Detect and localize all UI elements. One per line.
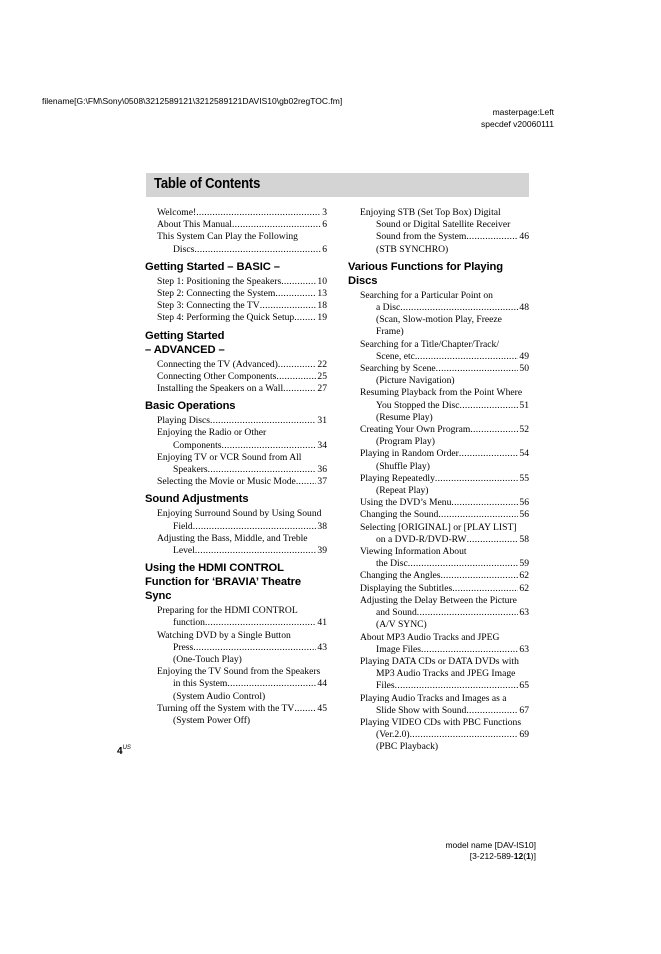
toc-entry[interactable] [157,605,327,629]
section-heading-line: Sound Adjustments [145,493,249,506]
toc-entry[interactable] [157,219,327,231]
toc-page-number: 63 [519,607,529,619]
dot-leader [459,448,519,460]
toc-entry-line [360,302,529,314]
dot-leader [194,244,321,256]
toc-page-number: 69 [519,729,529,741]
masterpage-label: masterpage:Left [492,107,554,117]
toc-entry-line [157,440,327,452]
toc-entry-text: Step 3: Connecting the TV [157,300,260,312]
toc-entry-text: Adjusting the Bass, Middle, and Treble [157,532,308,544]
toc-entry-line [157,244,327,256]
section-heading [348,260,529,288]
toc-entry-text: (Ver.2.0) [376,729,410,741]
toc-entry-line [360,680,529,692]
section-heading-line: – ADVANCED – [145,343,225,356]
dot-leader [283,383,316,395]
section-heading [145,329,327,357]
toc-entry-text: You Stopped the Disc [376,399,460,411]
toc-entry-line [157,464,327,476]
toc-entry-text: Using the DVD’s Menu [360,497,452,509]
toc-entry-text: Changing the Sound [360,509,439,521]
toc-entry-text: MP3 Audio Tracks and JPEG Image [376,668,516,680]
toc-entry-note: (Resume Play) [376,411,433,423]
toc-entry-note: (Program Play) [376,436,435,448]
section-heading [145,399,327,413]
toc-page-number: 39 [317,545,327,557]
dot-leader [466,705,518,717]
toc-page-number: 27 [317,383,327,395]
toc-entry-text: Installing the Speakers on a Wall [157,383,284,395]
toc-page-number: 6 [322,219,327,231]
toc-entry-text: Playing DATA CDs or DATA DVDs with [360,655,519,667]
toc-entry-line [157,312,327,324]
dot-leader [222,440,317,452]
toc-entry-text: the Disc [376,558,408,570]
page-number [117,746,131,757]
toc-entry-text: in this System [173,678,228,690]
toc-entry-text: Playing Discs [157,415,211,427]
toc-entry-text: Changing the Angles [360,570,441,582]
toc-page-number: 46 [519,231,529,243]
toc-entry-line [157,678,327,690]
dot-leader [410,729,519,741]
toc-entry-text: Playing in Random Order [360,448,459,460]
toc-entry-line [360,583,529,595]
toc-page-number: 50 [519,363,529,375]
toc-entry[interactable] [157,427,327,451]
toc-page-number: 65 [519,680,529,692]
toc-entry-text: Selecting [ORIGINAL] or [PLAY LIST] [360,521,517,533]
toc-entry-note: Frame) [376,326,404,338]
toc-entry[interactable] [157,359,327,371]
dot-leader [205,617,316,629]
section-heading-line: Basic Operations [145,400,236,413]
dot-leader [408,558,519,570]
dot-leader [276,371,316,383]
toc-page-number: 52 [519,424,529,436]
dot-leader [460,400,519,412]
toc-entry[interactable] [360,570,529,582]
toc-entry-line [157,371,327,383]
toc-page-number: 63 [519,643,529,655]
toc-entry[interactable] [360,717,529,754]
dot-leader [436,363,519,375]
toc-entry[interactable] [360,656,529,693]
section-heading-line: Getting Started – BASIC – [145,260,280,273]
toc-entry-text: Files [376,680,395,692]
dot-leader [278,359,317,371]
toc-entry-text: Turning off the System with the TV [157,702,295,714]
toc-left-column [145,207,327,727]
dot-leader [294,703,316,715]
toc-entry-text: Field [173,520,193,532]
toc-entry[interactable] [157,666,327,703]
part-number: [3-212-589-12(1)] [469,851,536,861]
toc-entry-line [360,729,529,741]
toc-entry[interactable] [360,546,529,570]
dot-leader [195,545,317,557]
toc-page-number: 25 [317,370,327,382]
toc-entry-text: About This Manual [157,219,232,231]
dot-leader [467,534,519,546]
toc-entry[interactable] [360,509,529,521]
dot-leader [193,642,316,654]
dot-leader [435,473,519,485]
section-heading [145,561,327,603]
toc-entry-line [157,288,327,300]
toc-entry-text: Step 2: Connecting the System [157,288,276,300]
toc-entry[interactable] [157,630,327,667]
dot-leader [196,207,321,219]
toc-entry-line [360,497,529,509]
toc-entry-text: a Disc [376,302,401,314]
toc-entry-text: Press [173,641,194,653]
toc-entry-text: Image Files [376,643,422,655]
toc-entry-line [157,703,327,715]
toc-entry-line [360,473,529,485]
toc-page-number: 48 [519,302,529,314]
toc-entry[interactable] [360,424,529,448]
toc-entry-text: Playing Audio Tracks and Images as a [360,692,507,704]
toc-page-number: 62 [519,570,529,582]
toc-entry[interactable] [360,363,529,387]
toc-entry-text: function [173,617,205,629]
dot-leader [466,231,518,243]
model-info [445,840,536,862]
toc-page-number: 44 [317,678,327,690]
toc-entry-text: Slide Show with Sound [376,704,467,716]
toc-entry-line [360,351,529,363]
toc-entry[interactable] [360,522,529,546]
toc-entry-text: on a DVD-R/DVD-RW [376,533,467,545]
toc-entry-line [157,207,327,219]
page-number-suffix: US [122,745,131,751]
toc-entry-line [360,231,529,243]
toc-entry-line [157,383,327,395]
toc-title-bar [146,173,529,197]
toc-page-number: 34 [317,439,327,451]
toc-entry-text: Playing Repeatedly [360,472,435,484]
toc-entry-line [157,545,327,557]
dot-leader [395,680,519,692]
toc-entry-text: Scene, etc. [376,350,418,362]
toc-entry-text: Watching DVD by a Single Button [157,629,291,641]
toc-entry-line [360,363,529,375]
toc-entry-line [360,570,529,582]
toc-entry-text: Viewing Information About [360,546,467,558]
toc-entry-text: Enjoying the TV Sound from the Speakers [157,666,321,678]
toc-page-number: 38 [317,520,327,532]
toc-entry-text: Searching by Scene [360,363,436,375]
dot-leader [452,583,518,595]
toc-entry-line [157,617,327,629]
dot-leader [260,300,317,312]
dot-leader [227,678,316,690]
toc-entry-note: (Repeat Play) [376,485,429,497]
toc-entry-note: (Shuffle Play) [376,460,430,472]
toc-page-number: 67 [519,704,529,716]
toc-entry-line [360,607,529,619]
toc-entry[interactable] [360,583,529,595]
toc-entry-note: (System Audio Control) [173,690,266,702]
toc-page-number: 18 [317,300,327,312]
toc-entry-line [360,534,529,546]
toc-entry[interactable] [157,276,327,288]
toc-page-number: 13 [317,288,327,300]
toc-page-number: 41 [317,617,327,629]
toc-entry-text: Displaying the Subtitles [360,582,453,594]
toc-entry[interactable] [360,387,529,424]
filename-label: filename[G:\FM\Sony\0508\3212589121\3212589121DAVIS10\gb02regTOC.fm] [42,96,343,106]
toc-entry-text: Creating Your Own Program [360,424,471,436]
toc-page-number: 22 [317,358,327,370]
toc-page-number: 58 [519,533,529,545]
toc-entry[interactable] [360,339,529,363]
toc-entry-text: Connecting the TV (Advanced) [157,358,278,370]
section-heading-line: Using the HDMI CONTROL [145,562,284,575]
toc-entry-line [360,558,529,570]
section-heading-line: Sync [145,590,172,603]
toc-entry[interactable] [360,207,529,256]
toc-page-number: 36 [317,464,327,476]
toc-page-number: 54 [519,448,529,460]
toc-entry[interactable] [360,497,529,509]
dot-leader [417,607,519,619]
toc-entry-line [157,642,327,654]
toc-entry-line [157,521,327,533]
toc-entry[interactable] [157,452,327,476]
toc-entry-text: Step 1: Positioning the Speakers [157,275,282,287]
dot-leader [421,644,518,656]
dot-leader [451,497,518,509]
dot-leader [440,570,518,582]
toc-entry[interactable] [157,207,327,219]
toc-entry[interactable] [360,595,529,632]
toc-page-number: 31 [317,415,327,427]
toc-entry-text: Connecting Other Components [157,370,277,382]
toc-entry[interactable] [157,231,327,255]
toc-entry[interactable] [360,448,529,472]
toc-entry[interactable] [157,371,327,383]
toc-right-column [348,207,529,754]
toc-entry-text: Speakers [173,464,208,476]
dot-leader [417,351,518,363]
toc-entry-note: (System Power Off) [173,715,251,727]
page-number-value: 4 [117,746,123,757]
toc-page-number: 56 [519,497,529,509]
toc-entry[interactable] [360,290,529,339]
toc-entry-text: Adjusting the Delay Between the Picture [360,594,517,606]
toc-entry[interactable] [157,533,327,557]
page-title: Table of Contents [154,176,261,192]
toc-entry-line [157,300,327,312]
toc-page-number: 45 [317,702,327,714]
model-name: model name [DAV-IS10] [445,840,536,850]
toc-entry-text: Selecting the Movie or Music Mode [157,476,296,488]
section-heading-line: Discs [348,274,378,287]
toc-page-number: 10 [317,275,327,287]
toc-page-number: 56 [519,509,529,521]
toc-entry-note: (One-Touch Play) [173,654,242,666]
section-heading-line: Getting Started [145,329,225,342]
toc-entry[interactable] [360,632,529,656]
dot-leader [208,464,317,476]
toc-entry[interactable] [157,476,327,488]
toc-entry-line [157,219,327,231]
section-heading-line: Various Functions for Playing [348,260,503,273]
toc-entry-text: Preparing for the HDMI CONTROL [157,605,298,617]
toc-entry[interactable] [157,508,327,532]
toc-entry-line [157,476,327,488]
toc-entry-text: Sound or Digital Satellite Receiver [376,219,511,231]
section-heading [145,260,327,274]
dot-leader [438,509,518,521]
toc-entry-text: Playing VIDEO CDs with PBC Functions [360,716,522,728]
toc-entry-text: Level [173,545,195,557]
toc-entry-text: Resuming Playback from the Point Where [360,387,523,399]
toc-entry-line [360,448,529,460]
toc-entry[interactable] [157,312,327,324]
toc-entry-text: Discs [173,243,195,255]
toc-entry[interactable] [360,693,529,717]
section-heading-line: Function for ‘BRAVIA’ Theatre [145,576,302,589]
toc-page-number: 62 [519,582,529,594]
toc-entry-line [360,509,529,521]
toc-page-number: 6 [322,243,327,255]
toc-page-number: 49 [519,350,529,362]
dot-leader [296,476,317,488]
dot-leader [470,424,518,436]
toc-entry-line [360,644,529,656]
toc-page-number: 3 [322,207,327,218]
toc-page-number: 55 [519,472,529,484]
toc-entry[interactable] [360,473,529,497]
toc-entry-text: This System Can Play the Following [157,231,298,243]
toc-entry-text: Enjoying STB (Set Top Box) Digital [360,207,501,218]
specdef-label: specdef v20060111 [481,119,554,129]
toc-entry-text: Components [173,439,222,451]
toc-entry-text: Searching for a Particular Point on [360,289,493,301]
toc-page-number: 59 [519,558,529,570]
toc-entry-text: Step 4: Performing the Quick Setup [157,312,295,324]
toc-entry-text: Enjoying TV or VCR Sound from All [157,451,302,463]
toc-entry-line [360,400,529,412]
toc-entry-line [360,424,529,436]
toc-entry[interactable] [157,415,327,427]
toc-entry-line [360,705,529,717]
toc-page-number: 37 [317,476,327,488]
toc-entry[interactable] [157,703,327,727]
toc-entry-line [157,415,327,427]
toc-entry[interactable] [157,288,327,300]
toc-page-number: 19 [317,312,327,324]
section-heading [145,492,327,506]
toc-entry-line [157,359,327,371]
toc-entry-line [157,276,327,288]
dot-leader [275,288,316,300]
dot-leader [232,219,321,231]
toc-entry[interactable] [157,300,327,312]
toc-page-number: 51 [519,399,529,411]
toc-page-number: 43 [317,641,327,653]
dot-leader [294,312,316,324]
dot-leader [193,521,317,533]
dot-leader [400,302,518,314]
toc-entry-text: Sound from the System [376,231,467,243]
toc-entry-note: (Picture Navigation) [376,375,455,387]
dot-leader [210,415,316,427]
toc-entry-text: Searching for a Title/Chapter/Track/ [360,338,500,350]
toc-entry-note: (STB SYNCHRO) [376,243,449,255]
toc-entry-note: (A/V SYNC) [376,619,427,631]
toc-entry-text: and Sound [376,607,417,619]
toc-entry-text: Welcome! [157,207,197,218]
toc-entry-text: Enjoying Surround Sound by Using Sound [157,508,322,520]
toc-entry-note: (PBC Playback) [376,741,439,753]
toc-entry-note: (Scan, Slow-motion Play, Freeze [376,314,502,326]
toc-entry-text: Enjoying the Radio or Other [157,427,267,439]
dot-leader [281,276,316,288]
toc-entry[interactable] [157,383,327,395]
toc-entry-text: About MP3 Audio Tracks and JPEG [360,631,500,643]
